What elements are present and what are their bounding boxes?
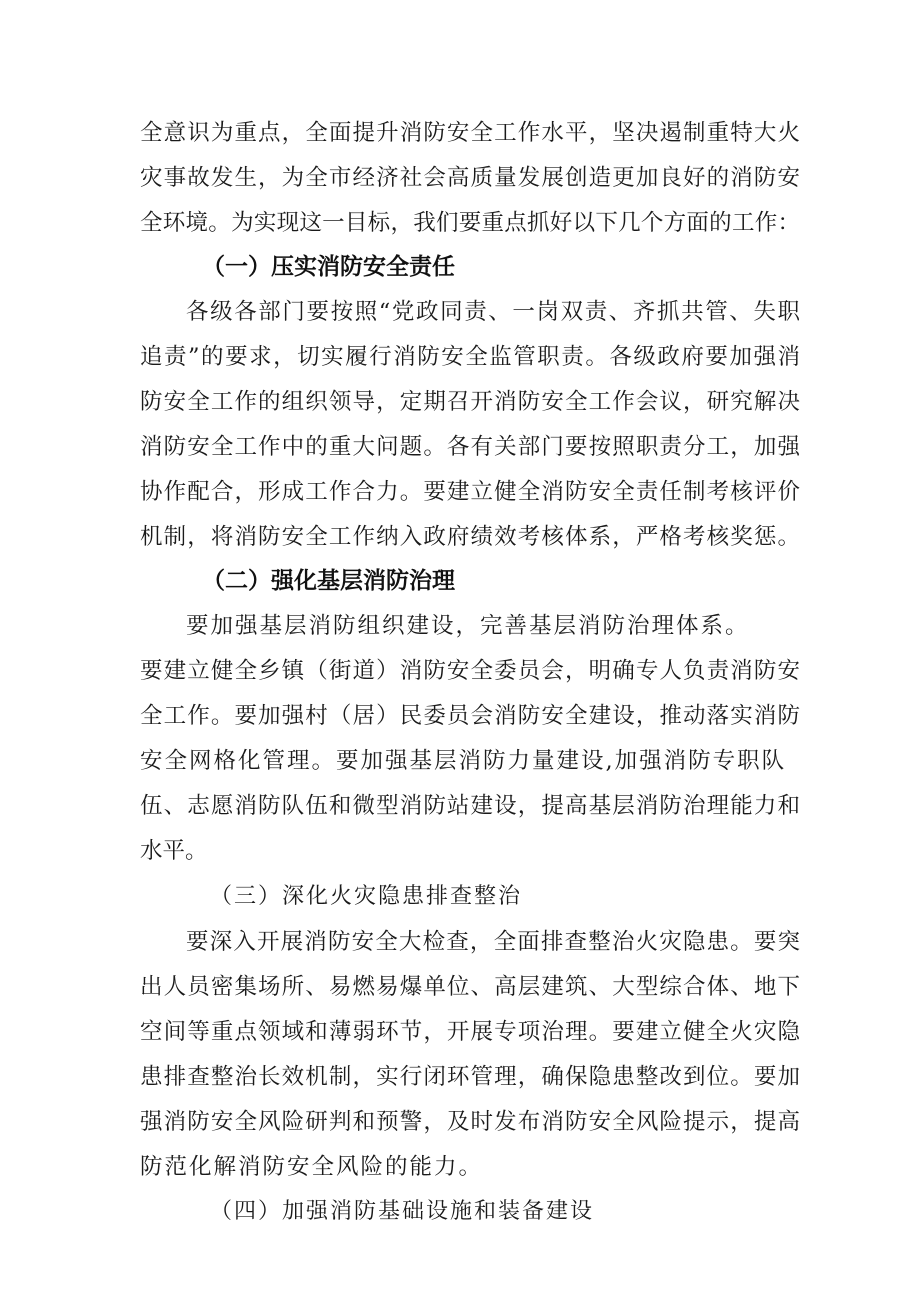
paragraph-line: 出人员密集场所、易燃易爆单位、高层建筑、大型综合体、地下 (140, 974, 800, 1000)
intro-line: 灾事故发生，为全市经济社会高质量发展创造更加良好的消防安 (140, 165, 800, 191)
intro-line: 全意识为重点，全面提升消防安全工作水平，坚决遏制重特大火 (140, 120, 800, 146)
paragraph-line: 追责”的要求，切实履行消防安全监管职责。各级政府要加强消 (140, 344, 800, 370)
paragraph-line: 伍、志愿消防队伍和微型消防站建设，提高基层消防治理能力和 (140, 793, 800, 819)
paragraph-line: 防范化解消防安全风险的能力。 (140, 1154, 484, 1180)
section-heading-3: （三）深化火灾隐患排查整治 (210, 884, 523, 909)
paragraph-line: 空间等重点领域和薄弱环节，开展专项治理。要建立健全火灾隐 (140, 1019, 800, 1045)
paragraph-line: 患排查整治长效机制，实行闭环管理，确保隐患整改到位。要加 (140, 1064, 800, 1090)
section-heading-2: （二）强化基层消防治理 (202, 568, 455, 594)
paragraph-line: 协作配合，形成工作合力。要建立健全消防安全责任制考核评价 (140, 479, 800, 505)
section-heading-4: （四）加强消防基础设施和装备建设 (210, 1199, 595, 1224)
intro-line: 全环境。为实现这一目标，我们要重点抓好以下几个方面的工作： (140, 210, 800, 236)
paragraph-line: 要建立健全乡镇（街道）消防安全委员会，明确专人负责消防安 (140, 658, 800, 684)
paragraph-line: 机制，将消防安全工作纳入政府绩效考核体系，严格考核奖惩。 (140, 524, 800, 550)
paragraph-line: 安全网格化管理。要加强基层消防力量建设,加强消防专职队 (140, 748, 787, 774)
paragraph-line: 消防安全工作中的重大问题。各有关部门要按照职责分工，加强 (140, 434, 800, 460)
paragraph-line: 防安全工作的组织领导，定期召开消防安全工作会议，研究解决 (140, 389, 800, 415)
paragraph-line: 全工作。要加强村（居）民委员会消防安全建设，推动落实消防 (140, 703, 800, 729)
paragraph-line: 强消防安全风险研判和预警，及时发布消防安全风险提示，提高 (140, 1109, 800, 1135)
paragraph-line: 各级各部门要按照“党政同责、一岗双责、齐抓共管、失职 (186, 299, 800, 325)
paragraph-line: 水平。 (140, 838, 208, 864)
section-heading-1: （一）压实消防安全责任 (202, 254, 455, 280)
paragraph-line: 要深入开展消防安全大检查，全面排查整治火灾隐患。要突 (186, 929, 800, 955)
paragraph-line: 要加强基层消防组织建设，完善基层消防治理体系。 (186, 613, 750, 639)
